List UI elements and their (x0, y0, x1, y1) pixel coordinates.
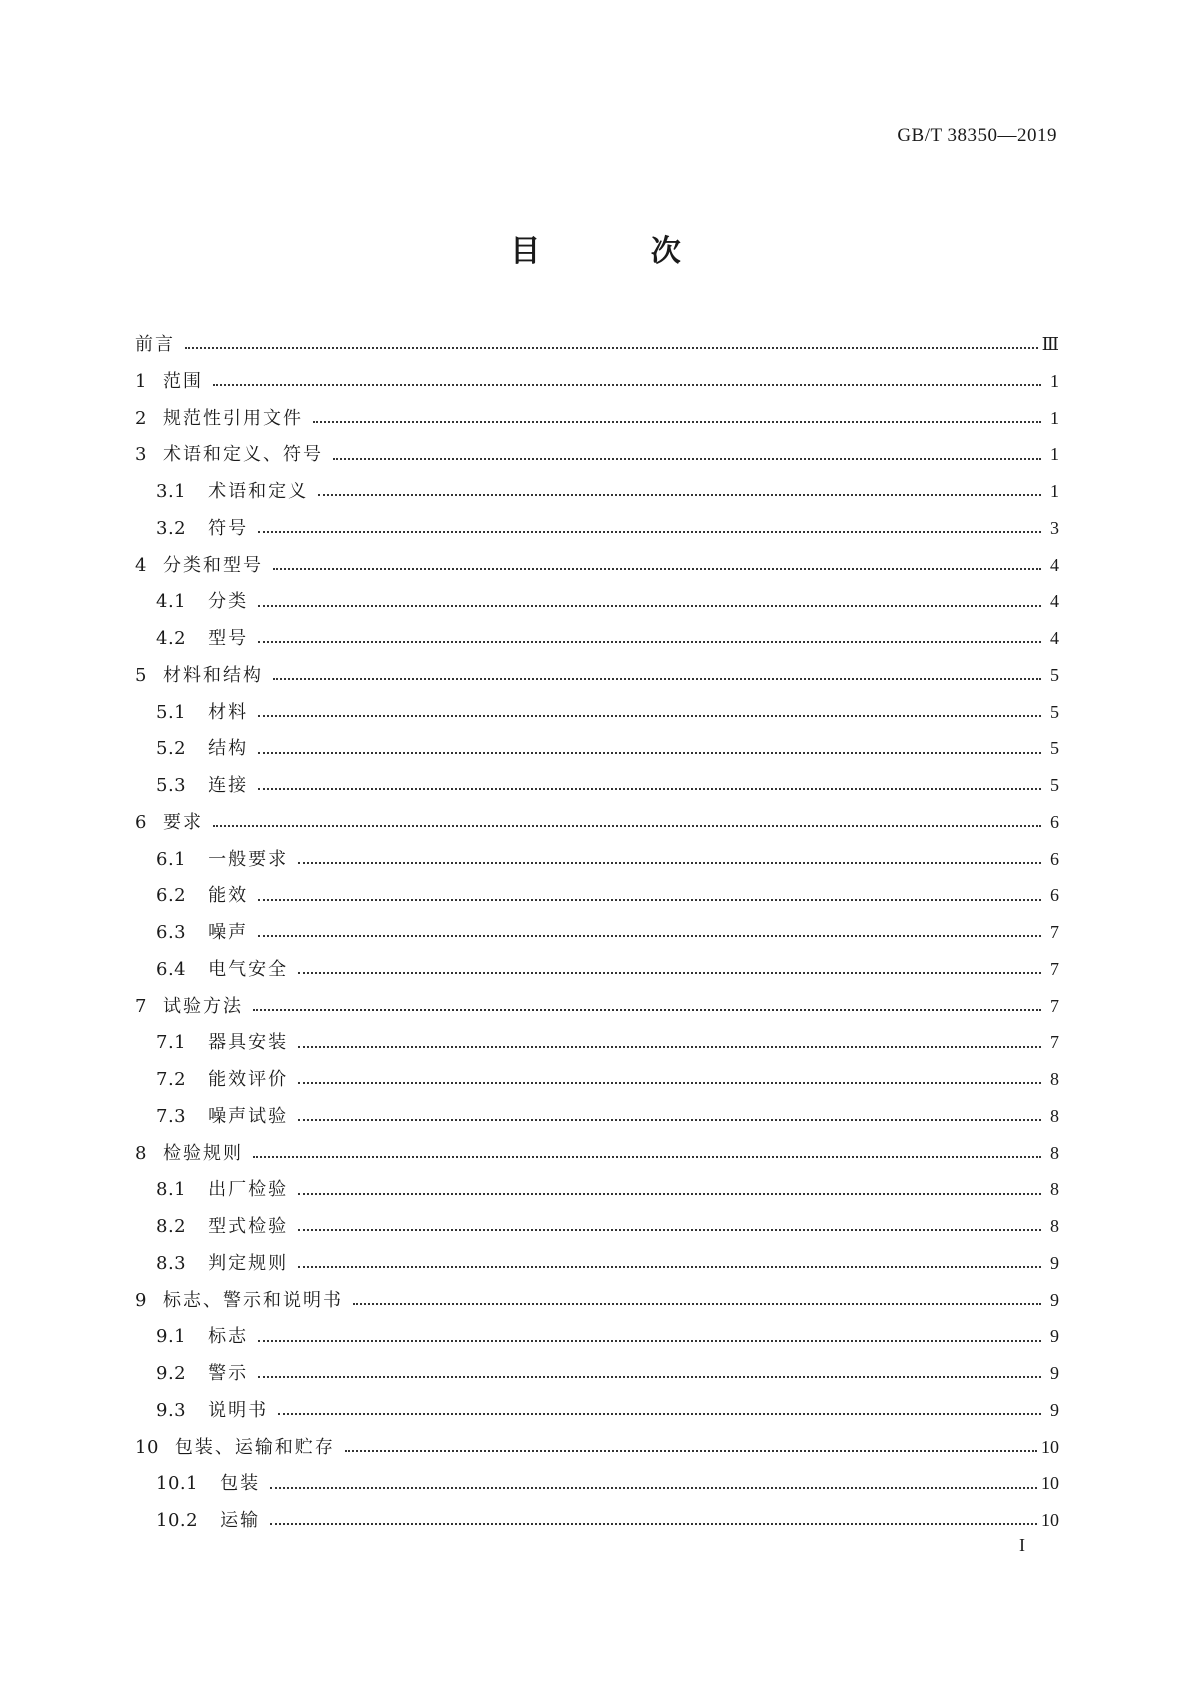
toc-subsection-entry[interactable] (135, 1318, 1059, 1355)
toc-entry-label: 符号 (208, 517, 249, 539)
toc-subsection-entry[interactable] (135, 1502, 1059, 1539)
toc-entry-number: 6.2 (156, 885, 187, 907)
toc-dot-leader (298, 1119, 1041, 1121)
toc-entry-number: 7.2 (156, 1069, 187, 1090)
toc-subsection-entry[interactable] (135, 473, 1059, 510)
toc-entry-label: 分类 (208, 591, 249, 613)
toc-subsection-entry[interactable] (135, 951, 1059, 988)
toc-entry-label: 出厂检验 (208, 1179, 289, 1201)
toc-subsection-entry[interactable] (135, 1024, 1059, 1061)
toc-entry-page: 9 (1050, 1326, 1059, 1347)
toc-entry-number: 5 (135, 664, 147, 686)
toc-entry-number: 8.1 (156, 1179, 187, 1201)
toc-entry-page: 8 (1050, 1179, 1059, 1200)
toc-entry-page: 8 (1050, 1105, 1059, 1126)
toc-entry-label: 运输 (220, 1510, 261, 1531)
toc-entry-label: 规范性引用文件 (162, 407, 303, 429)
toc-entry-label: 前言 (135, 334, 175, 355)
toc-entry-number: 7 (135, 995, 147, 1017)
toc-section-entry[interactable] (135, 988, 1059, 1025)
toc-dot-leader (270, 1523, 1037, 1525)
toc-entry-number: 8 (135, 1142, 147, 1164)
toc-entry-page: 1 (1050, 370, 1059, 391)
toc-entry-page: 9 (1050, 1363, 1059, 1383)
toc-subsection-entry[interactable] (135, 1465, 1059, 1502)
toc-entry-page: 5 (1050, 701, 1059, 722)
toc-entry-page: 9 (1050, 1252, 1059, 1273)
toc-entry-number: 8.2 (156, 1216, 187, 1237)
toc-entry-label: 标志 (208, 1326, 249, 1348)
toc-dot-leader (353, 1303, 1041, 1305)
toc-entry-label: 电气安全 (208, 958, 289, 980)
toc-dot-leader (258, 605, 1041, 607)
toc-entry-label: 材料和结构 (162, 664, 263, 686)
toc-dot-leader (313, 421, 1041, 423)
toc-dot-leader (258, 715, 1041, 717)
toc-entry-number: 7.3 (156, 1105, 187, 1127)
toc-dot-leader (298, 1193, 1041, 1195)
toc-entry-number: 4 (135, 554, 147, 576)
toc-entry-label: 标志、警示和说明书 (162, 1289, 343, 1311)
toc-dot-leader (333, 458, 1041, 460)
toc-entry-number: 5.2 (156, 738, 187, 760)
toc-entry-page: Ⅲ (1041, 334, 1059, 354)
toc-dot-leader (258, 935, 1041, 937)
toc-entry-number: 3.1 (156, 481, 187, 502)
toc-entry-label: 型号 (208, 628, 249, 649)
toc-entry-label: 判定规则 (208, 1252, 289, 1274)
toc-entry-page: 1 (1050, 444, 1059, 465)
toc-subsection-entry[interactable] (135, 730, 1059, 767)
toc-entry-page: 3 (1050, 517, 1059, 538)
toc-entry-page: 8 (1050, 1069, 1059, 1089)
toc-subsection-entry[interactable] (135, 510, 1059, 547)
toc-dot-leader (258, 1340, 1041, 1342)
toc-dot-leader (273, 568, 1041, 570)
toc-section-entry[interactable] (135, 400, 1059, 437)
toc-dot-leader (298, 1082, 1041, 1084)
toc-dot-leader (298, 1046, 1041, 1048)
toc-entry-number: 6.4 (156, 958, 187, 980)
toc-subsection-entry[interactable] (135, 583, 1059, 620)
toc-entry-label: 材料 (208, 701, 249, 723)
toc-entry-number: 3.2 (156, 517, 187, 539)
toc-dot-leader (298, 972, 1041, 974)
toc-section-entry[interactable] (135, 363, 1059, 400)
toc-title: 目 次 (510, 234, 731, 269)
toc-section-entry[interactable] (135, 1429, 1059, 1466)
toc-entry-label: 型式检验 (208, 1216, 289, 1237)
toc-entry-foreword[interactable] (135, 326, 1059, 363)
toc-subsection-entry[interactable] (135, 914, 1059, 951)
toc-dot-leader (278, 1413, 1041, 1415)
toc-entry-label: 术语和定义 (208, 481, 309, 502)
toc-dot-leader (185, 347, 1038, 349)
toc-entry-label: 器具安装 (208, 1032, 289, 1054)
toc-dot-leader (253, 1156, 1041, 1158)
toc-entry-label: 结构 (208, 738, 249, 760)
toc-entry-label: 能效评价 (208, 1069, 289, 1090)
toc-subsection-entry[interactable] (135, 1355, 1059, 1392)
toc-subsection-entry[interactable] (135, 1098, 1059, 1135)
toc-entry-page: 7 (1050, 922, 1059, 942)
toc-entry-number: 9.1 (156, 1326, 187, 1348)
toc-entry-page: 7 (1050, 995, 1059, 1016)
toc-entry-number: 4.1 (156, 591, 187, 613)
toc-entry-label: 检验规则 (162, 1142, 243, 1164)
toc-entry-label: 试验方法 (162, 995, 243, 1017)
toc-entry-page: 6 (1050, 848, 1059, 869)
toc-entry-label: 范围 (162, 370, 203, 392)
toc-dot-leader (258, 641, 1041, 643)
toc-entry-page: 8 (1050, 1142, 1059, 1163)
toc-dot-leader (298, 862, 1041, 864)
toc-section-entry[interactable] (135, 547, 1059, 584)
toc-entry-label: 噪声试验 (208, 1105, 289, 1127)
toc-dot-leader (258, 752, 1041, 754)
toc-section-entry[interactable] (135, 657, 1059, 694)
toc-entry-page: 10 (1041, 1510, 1059, 1530)
toc-entry-page: 6 (1050, 811, 1059, 832)
toc-entry-page: 9 (1050, 1289, 1059, 1310)
page-number: I (1019, 1535, 1025, 1555)
toc-entry-number: 9.2 (156, 1363, 187, 1384)
toc-subsection-entry[interactable] (135, 767, 1059, 804)
toc-subsection-entry[interactable] (135, 1061, 1059, 1098)
toc-entry-page: 4 (1050, 628, 1059, 648)
toc-entry-page: 7 (1050, 958, 1059, 979)
toc-dot-leader (258, 531, 1041, 533)
toc-entry-label: 分类和型号 (162, 554, 263, 576)
standard-code: GB/T 38350—2019 (897, 125, 1057, 146)
toc-subsection-entry[interactable] (135, 1208, 1059, 1245)
toc-entry-number: 5.3 (156, 775, 187, 796)
toc-subsection-entry[interactable] (135, 1392, 1059, 1429)
toc-dot-leader (298, 1229, 1041, 1231)
toc-entry-page: 9 (1050, 1399, 1059, 1420)
toc-entry-number: 6.3 (156, 922, 187, 943)
toc-dot-leader (318, 494, 1041, 496)
toc-entry-number: 10.2 (156, 1510, 199, 1531)
toc-entry-number: 8.3 (156, 1252, 187, 1274)
toc-entry-label: 要求 (162, 811, 203, 833)
toc-subsection-entry[interactable] (135, 1245, 1059, 1282)
toc-dot-leader (273, 678, 1041, 680)
toc-entry-page: 1 (1050, 407, 1059, 428)
toc-entry-number: 4.2 (156, 628, 187, 649)
toc-subsection-entry[interactable] (135, 620, 1059, 657)
toc-entry-label: 能效 (208, 885, 249, 907)
toc-entry-number: 2 (135, 407, 147, 429)
toc-subsection-entry[interactable] (135, 841, 1059, 878)
toc-entry-label: 噪声 (208, 922, 249, 943)
toc-entry-number: 6 (135, 811, 147, 833)
toc-section-entry[interactable] (135, 1135, 1059, 1172)
toc-entry-label: 术语和定义、符号 (162, 444, 323, 466)
toc-section-entry[interactable] (135, 1282, 1059, 1319)
toc-entry-page: 7 (1050, 1032, 1059, 1053)
toc-entry-label: 包装、运输和贮存 (174, 1436, 335, 1458)
toc-entry-number: 1 (135, 370, 147, 392)
toc-entry-number: 9 (135, 1289, 147, 1311)
toc-entry-label: 一般要求 (208, 848, 289, 870)
toc-entry-page: 5 (1050, 664, 1059, 685)
toc-dot-leader (253, 1009, 1041, 1011)
toc-section-entry[interactable] (135, 436, 1059, 473)
toc-dot-leader (258, 899, 1041, 901)
toc-entry-page: 6 (1050, 885, 1059, 906)
toc-entry-number: 7.1 (156, 1032, 187, 1054)
toc-entry-number: 10 (135, 1436, 159, 1458)
toc-dot-leader (298, 1266, 1041, 1268)
toc-dot-leader (213, 384, 1041, 386)
toc-entry-page: 4 (1050, 591, 1059, 612)
toc-entry-number: 10.1 (156, 1473, 199, 1495)
toc-entry-page: 10 (1041, 1473, 1059, 1494)
toc-entry-page: 5 (1050, 775, 1059, 795)
toc-subsection-entry[interactable] (135, 694, 1059, 731)
toc-entry-page: 8 (1050, 1216, 1059, 1236)
toc-dot-leader (345, 1450, 1037, 1452)
toc-entry-number: 5.1 (156, 701, 187, 723)
toc-entry-page: 5 (1050, 738, 1059, 759)
toc-dot-leader (258, 1376, 1041, 1378)
toc-subsection-entry[interactable] (135, 877, 1059, 914)
toc-entry-page: 10 (1041, 1436, 1059, 1457)
toc-dot-leader (213, 825, 1041, 827)
toc-entry-label: 连接 (208, 775, 249, 796)
toc-entry-label: 说明书 (208, 1399, 269, 1421)
toc-entry-label: 警示 (208, 1363, 249, 1384)
toc-entry-page: 1 (1050, 481, 1059, 501)
table-of-contents (135, 326, 1059, 1539)
toc-section-entry[interactable] (135, 804, 1059, 841)
toc-entry-page: 4 (1050, 554, 1059, 575)
toc-entry-number: 6.1 (156, 848, 187, 870)
toc-entry-number: 3 (135, 444, 147, 466)
toc-dot-leader (270, 1487, 1037, 1489)
toc-entry-label: 包装 (220, 1473, 261, 1495)
toc-dot-leader (258, 788, 1041, 790)
toc-subsection-entry[interactable] (135, 1171, 1059, 1208)
toc-entry-number: 9.3 (156, 1399, 187, 1421)
